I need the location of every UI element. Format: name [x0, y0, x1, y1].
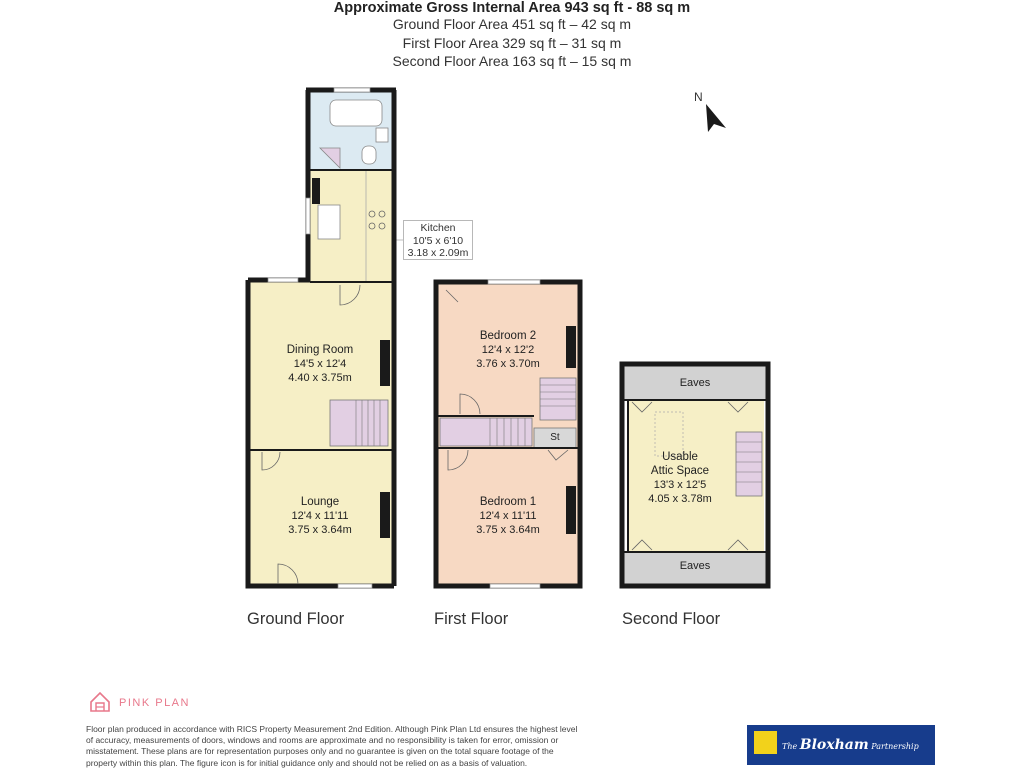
bedroom2-dims-metric: 3.76 x 3.70m [476, 358, 540, 370]
lounge-dims-imperial: 12'4 x 11'11 [291, 510, 349, 522]
bedroom1-name: Bedroom 1 [479, 496, 537, 508]
first-floor-title: First Floor [434, 610, 509, 628]
agent-name: Bloxham [799, 737, 869, 753]
attic-name-line2: Attic Space [650, 465, 710, 477]
bath-icon [330, 100, 382, 126]
bedroom2-dims-imperial: 12'4 x 12'2 [481, 344, 535, 356]
toilet-icon [362, 146, 376, 164]
kitchen-name: Kitchen [420, 222, 456, 234]
store-label: St [550, 432, 560, 443]
pink-plan-logo-icon [89, 691, 111, 713]
north-label: N [694, 90, 703, 104]
ground-floor-area: Ground Floor Area 451 sq ft – 42 sq m [392, 16, 632, 32]
pink-plan-brand: PINK PLAN [119, 697, 190, 709]
ground-floor-title: Ground Floor [247, 610, 345, 628]
kitchen-dims-imperial: 10'5 x 6'10 [412, 234, 464, 247]
agent-suffix: Partnership [871, 742, 919, 751]
sink-icon [318, 205, 340, 239]
second-floor-title: Second Floor [622, 610, 721, 628]
north-arrow-icon [706, 104, 726, 132]
agent-prefix: The [782, 742, 798, 751]
kitchen-dims-metric: 3.18 x 2.09m [407, 247, 469, 259]
agent-logo [747, 725, 935, 765]
lounge-label [270, 495, 370, 537]
gross-area-title: Approximate Gross Internal Area 943 sq ft - 88 sq m [333, 0, 691, 16]
bedroom1-dims-metric: 3.75 x 3.64m [476, 524, 540, 536]
bedroom1-dims-imperial: 12'4 x 11'11 [479, 510, 537, 522]
agent-logo-text [782, 737, 919, 753]
attic-dims-metric: 4.05 x 3.78m [648, 493, 712, 505]
lounge-name: Lounge [300, 496, 340, 508]
eaves-top-label: Eaves [679, 377, 711, 389]
dining-room-dims-metric: 4.40 x 3.75m [288, 372, 352, 384]
basin-icon [376, 128, 388, 142]
first-floor-area: First Floor Area 329 sq ft – 31 sq m [402, 35, 622, 51]
bedroom2-label [458, 329, 558, 371]
dining-room-label [270, 343, 370, 385]
second-floor-area: Second Floor Area 163 sq ft – 15 sq m [392, 53, 632, 69]
dining-room-dims-imperial: 14'5 x 12'4 [293, 358, 347, 370]
agent-logo-square [754, 731, 777, 754]
kitchen-label [403, 220, 473, 260]
disclaimer-text: Floor plan produced in accordance with RICS Property Measurement 2nd Edition. Although Pink Plan Ltd ensures the highest level of accuracy, measurements of doors, windows and rooms are approximate and no responsibility is taken for error, omission or misstatement. These plans are for representation purposes only and no guarantee is given on the total square footage of the property within this plan. The figure icon is for initial guidance only and should not be relied on as a basis of valuation. [86, 724, 578, 768]
attic-label [630, 450, 730, 506]
bedroom2-name: Bedroom 2 [479, 330, 537, 342]
dining-room-name: Dining Room [286, 344, 354, 356]
ground-stairs [330, 400, 388, 446]
lounge-dims-metric: 3.75 x 3.64m [288, 524, 352, 536]
eaves-bottom-label: Eaves [679, 560, 711, 572]
bedroom1-label [458, 495, 558, 537]
attic-stairs [736, 432, 762, 496]
attic-dims-imperial: 13'3 x 12'5 [653, 479, 707, 491]
attic-name-line1: Usable [662, 451, 698, 463]
